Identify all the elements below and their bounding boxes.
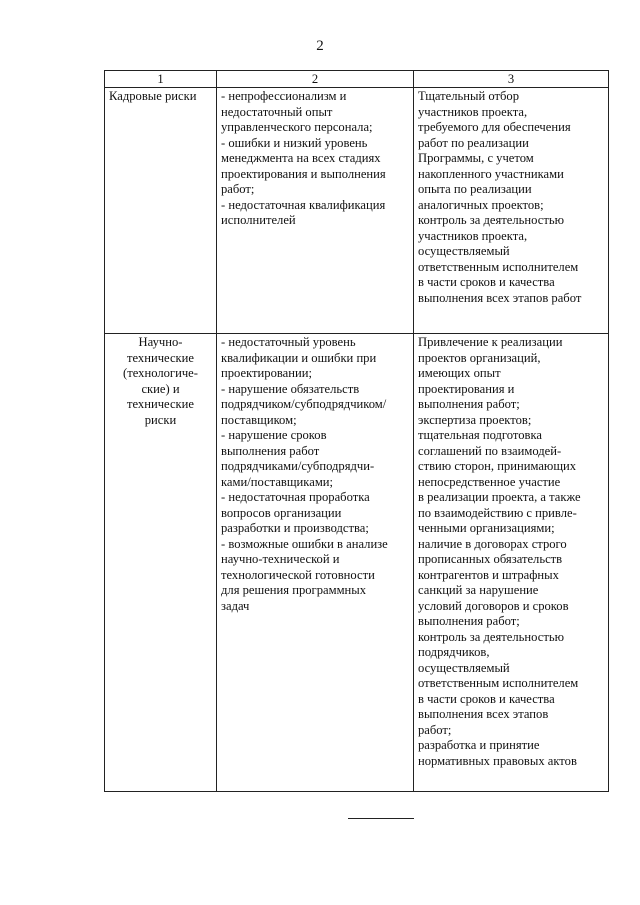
- cell-text-line: тщательная подготовка: [418, 428, 543, 442]
- cell-text-line: технические: [127, 397, 194, 411]
- cell-text-line: участников проекта,: [418, 228, 528, 243]
- cell-text-line: Тщательный отбор: [418, 89, 520, 103]
- cell-text-line: требуемого для обеспечения: [418, 120, 571, 134]
- column-header-3: 3: [414, 71, 609, 88]
- cell-text-line: выполнения всех этапов: [418, 707, 549, 721]
- risks-cell: [217, 88, 414, 334]
- cell-text-line: технологической готовности: [221, 567, 375, 582]
- cell-text-line: прописанных обязательств: [418, 552, 563, 566]
- cell-text-line: работ по реализации: [418, 135, 529, 150]
- cell-text-line: работ;: [418, 722, 452, 737]
- cell-text-line: Привлечение к реализации: [418, 335, 563, 349]
- cell-text-line: ответственным исполнителем: [418, 676, 579, 690]
- cell-text-line: выполнения всех этапов работ: [418, 290, 582, 305]
- cell-text-line: - возможные ошибки в анализе: [221, 536, 388, 551]
- cell-text-line: выполнения работ;: [418, 614, 520, 628]
- cell-text-line: ками/поставщиками;: [221, 474, 334, 489]
- cell-text-line: наличие в договорах строго: [418, 536, 567, 551]
- cell-text-line: Программы, с учетом: [418, 151, 534, 165]
- cell-text-line: выполнения работ: [221, 443, 320, 458]
- cell-text-line: контрагентов и штрафных: [418, 567, 559, 582]
- cell-text-line: в реализации проекта, а также: [418, 490, 581, 504]
- table-row: [105, 334, 609, 792]
- cell-text-line: ствию сторон, принимающих: [418, 459, 577, 473]
- cell-text-line: квалификации и ошибки при: [221, 350, 377, 365]
- cell-text-line: имеющих опыт: [418, 366, 501, 380]
- footer-divider: [348, 818, 414, 819]
- cell-text-line: по взаимодействию с привле-: [418, 505, 577, 520]
- cell-text-line: санкций за нарушение: [418, 583, 539, 597]
- cell-text-line: подрядчиком/субподрядчиком/: [221, 397, 387, 411]
- cell-text-line: разработка и принятие: [418, 738, 540, 752]
- cell-text-line: - ошибки и низкий уровень: [221, 135, 368, 150]
- cell-text-line: недостаточный опыт: [221, 104, 333, 119]
- cell-text-line: ответственным исполнителем: [418, 259, 579, 274]
- cell-text-line: ские) и: [141, 381, 180, 396]
- cell-text-line: вопросов организации: [221, 505, 342, 520]
- cell-text-line: проектирования и выполнения: [221, 166, 386, 181]
- risk-type-cell: [105, 334, 217, 792]
- cell-text-line: - недостаточная квалификация: [221, 197, 386, 212]
- cell-text-line: (технологиче-: [123, 366, 198, 380]
- cell-text-line: управленческого персонала;: [221, 120, 373, 134]
- cell-text-line: контроль за деятельностью: [418, 629, 564, 644]
- risk-type-cell: [105, 88, 217, 334]
- measures-cell: [414, 334, 609, 792]
- cell-text-line: накопленного участниками: [418, 166, 564, 181]
- cell-text-line: в части сроков и качества: [418, 275, 555, 289]
- cell-text-line: задач: [221, 598, 250, 613]
- cell-text-line: осуществляемый: [418, 244, 510, 258]
- table-row: [105, 88, 609, 334]
- cell-text-line: работ;: [221, 182, 255, 196]
- risks-cell: [217, 334, 414, 792]
- table-header-row: [105, 71, 609, 88]
- cell-text-line: менеджмента на всех стадиях: [221, 151, 381, 165]
- cell-text-line: Кадровые риски: [109, 89, 197, 103]
- cell-text-line: - непрофессионализм и: [221, 89, 347, 103]
- cell-text-line: - нарушение обязательств: [221, 381, 360, 396]
- cell-text-line: в части сроков и качества: [418, 691, 555, 706]
- cell-text-line: - недостаточный уровень: [221, 335, 356, 349]
- cell-text-line: подрядчиков,: [418, 645, 490, 659]
- cell-text-line: Научно-: [138, 335, 183, 349]
- cell-text-line: проектирования и: [418, 381, 515, 396]
- cell-text-line: - нарушение сроков: [221, 428, 327, 442]
- cell-text-line: осуществляемый: [418, 660, 510, 675]
- cell-text-line: выполнения работ;: [418, 397, 520, 411]
- cell-text-line: - недостаточная проработка: [221, 490, 370, 504]
- cell-text-line: непосредственное участие: [418, 474, 561, 489]
- cell-text-line: условий договоров и сроков: [418, 598, 569, 613]
- cell-text-line: проектировании;: [221, 366, 312, 380]
- cell-text-line: исполнителей: [221, 213, 296, 227]
- cell-text-line: соглашений по взаимодей-: [418, 443, 562, 458]
- column-header-2: 2: [217, 71, 414, 88]
- cell-text-line: нормативных правовых актов: [418, 753, 577, 768]
- measures-cell: [414, 88, 609, 334]
- cell-text-line: технические: [127, 350, 194, 365]
- cell-text-line: риски: [144, 412, 177, 427]
- cell-text-line: участников проекта,: [418, 104, 528, 119]
- cell-text-line: проектов организаций,: [418, 350, 541, 365]
- page-number: 2: [316, 38, 324, 54]
- cell-text-line: поставщиком;: [221, 412, 297, 427]
- cell-text-line: разработки и производства;: [221, 521, 369, 535]
- cell-text-line: подрядчиками/субподрядчи-: [221, 459, 375, 473]
- cell-text-line: экспертиза проектов;: [418, 412, 532, 427]
- cell-text-line: для решения программных: [221, 583, 367, 597]
- cell-text-line: ченными организациями;: [418, 521, 555, 535]
- cell-text-line: опыта по реализации: [418, 182, 532, 196]
- cell-text-line: контроль за деятельностью: [418, 213, 564, 227]
- column-header-1: 1: [105, 71, 217, 88]
- cell-text-line: научно-технической и: [221, 552, 340, 566]
- cell-text-line: аналогичных проектов;: [418, 197, 544, 212]
- risk-table: [104, 70, 609, 792]
